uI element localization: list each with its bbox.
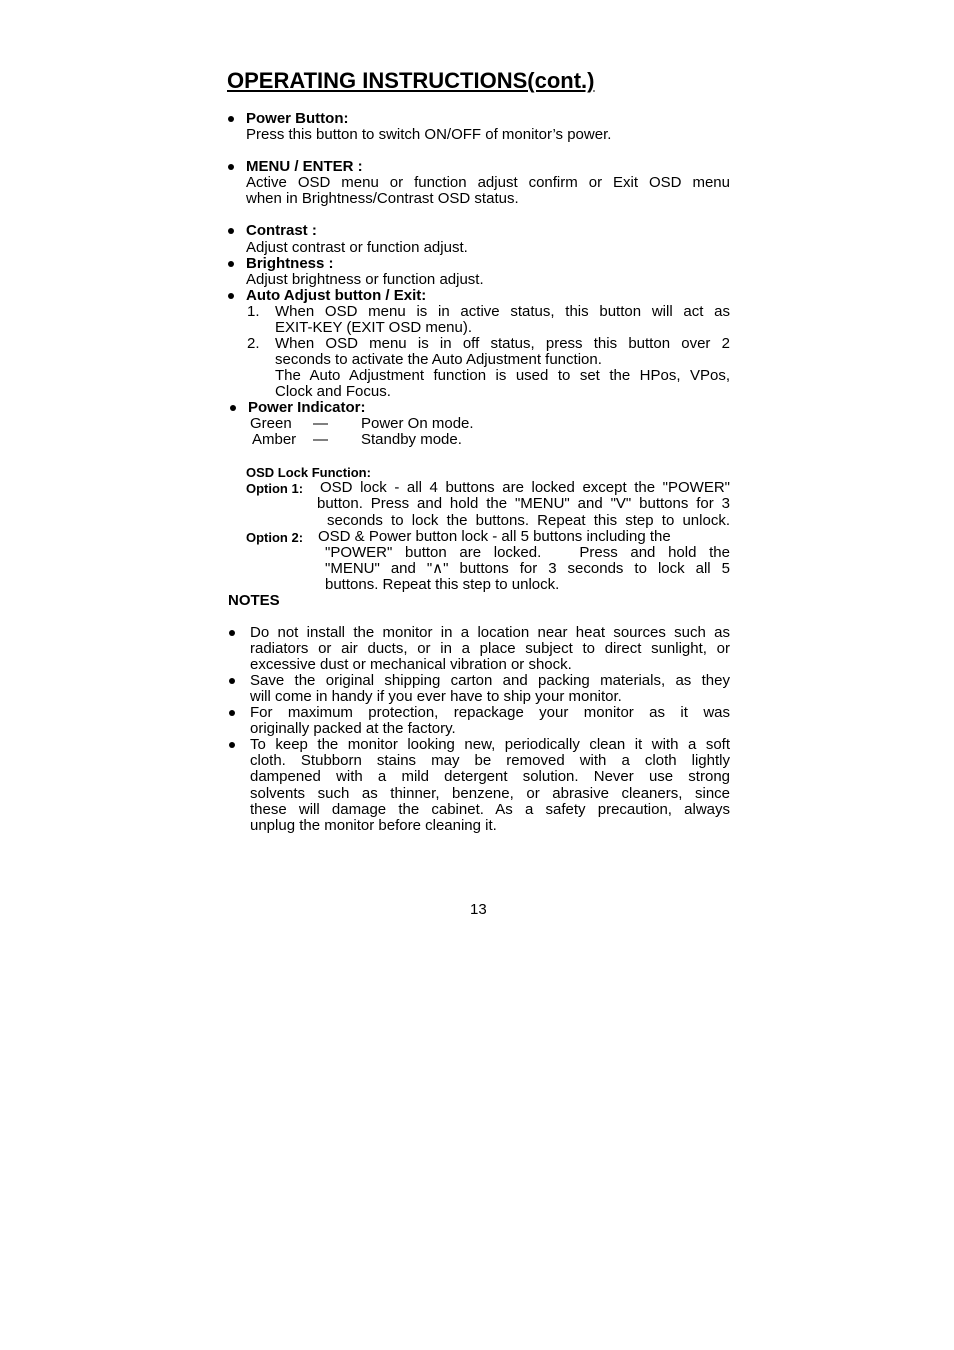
note-line: dampened with a mild detergent solution. Never use strong xyxy=(250,768,730,785)
indicator-dash: — xyxy=(313,431,328,448)
menu-enter-text-line: Active OSD menu or function adjust confirm or Exit OSD menu xyxy=(246,174,730,191)
bullet-icon xyxy=(228,293,234,299)
note-line: To keep the monitor looking new, periodically clean it with a soft xyxy=(250,736,730,753)
page-number: 13 xyxy=(470,901,487,918)
note-line: Do not install the monitor in a location near heat sources such as xyxy=(250,624,730,641)
osd-lock-heading: OSD Lock Function: xyxy=(246,465,371,480)
option-label: Option 2: xyxy=(246,530,304,545)
bullet-icon xyxy=(228,261,234,267)
note-line: solvents such as thinner, benzene, or abrasive cleaners, since xyxy=(250,785,730,802)
page-title: OPERATING INSTRUCTIONS(cont.) xyxy=(227,68,595,93)
option-label: Option 1: xyxy=(246,481,304,496)
auto-adjust-item-line: When OSD menu is in off status, press this button over 2 xyxy=(275,335,730,352)
bullet-icon xyxy=(228,228,234,234)
note-line: will come in handy if you ever have to ship your monitor. xyxy=(250,688,622,705)
bullet-icon xyxy=(229,678,235,684)
bullet-icon xyxy=(229,710,235,716)
bullet-icon xyxy=(228,116,234,122)
indicator-mode: Standby mode. xyxy=(361,431,462,448)
indicator-color: Green xyxy=(250,415,292,432)
auto-adjust-item-number: 2. xyxy=(247,335,260,352)
auto-adjust-item-line: The Auto Adjustment function is used to set the HPos, VPos, xyxy=(275,367,730,384)
brightness-text: Adjust brightness or function adjust. xyxy=(246,271,484,288)
indicator-mode: Power On mode. xyxy=(361,415,474,432)
bullet-icon xyxy=(229,630,235,636)
option-line: "POWER" button are locked. Press and hold the xyxy=(325,544,730,561)
power-indicator-heading: Power Indicator: xyxy=(248,399,366,416)
menu-enter-heading: MENU / ENTER : xyxy=(246,158,363,175)
indicator-dash: — xyxy=(313,415,328,432)
note-line: originally packed at the factory. xyxy=(250,720,456,737)
option-line: seconds to lock the buttons. Repeat this step to unlock. xyxy=(327,512,730,529)
power-button-heading: Power Button: xyxy=(246,110,349,127)
contrast-text: Adjust contrast or function adjust. xyxy=(246,239,468,256)
auto-adjust-item-line: seconds to activate the Auto Adjustment function. xyxy=(275,351,602,368)
auto-adjust-item-number: 1. xyxy=(247,303,260,320)
option-line: OSD & Power button lock - all 5 buttons including the xyxy=(318,528,671,545)
note-line: Save the original shipping carton and packing materials, as they xyxy=(250,672,730,689)
auto-adjust-item-line: When OSD menu is in active status, this button will act as xyxy=(275,303,730,320)
note-line: radiators or air ducts, or in a place subject to direct sunlight, or xyxy=(250,640,730,657)
brightness-heading: Brightness : xyxy=(246,255,334,272)
option-line: OSD lock - all 4 buttons are locked except the "POWER" xyxy=(320,479,730,496)
menu-enter-text-line: when in Brightness/Contrast OSD status. xyxy=(246,190,519,207)
option-line: buttons. Repeat this step to unlock. xyxy=(325,576,560,593)
notes-heading: NOTES xyxy=(228,592,280,609)
note-line: these will damage the cabinet. As a safety precaution, always xyxy=(250,801,730,818)
note-line: cloth. Stubborn stains may be removed with a cloth lightly xyxy=(250,752,730,769)
bullet-icon xyxy=(229,742,235,748)
indicator-color: Amber xyxy=(252,431,297,448)
option-line: "MENU" and "∧" buttons for 3 seconds to lock all 5 xyxy=(325,560,730,577)
auto-adjust-item-line: EXIT-KEY (EXIT OSD menu). xyxy=(275,319,473,336)
auto-adjust-heading: Auto Adjust button / Exit: xyxy=(246,287,427,304)
option-line: button. Press and hold the "MENU" and "V" buttons for 3 xyxy=(317,495,730,512)
note-line: For maximum protection, repackage your monitor as it was xyxy=(250,704,730,721)
note-line: excessive dust or mechanical vibration or shock. xyxy=(250,656,572,673)
bullet-icon xyxy=(228,164,234,170)
power-button-text: Press this button to switch ON/OFF of monitor’s power. xyxy=(246,126,612,143)
contrast-heading: Contrast : xyxy=(246,222,317,239)
auto-adjust-item-line: Clock and Focus. xyxy=(275,383,391,400)
bullet-icon xyxy=(230,405,236,411)
note-line: unplug the monitor before cleaning it. xyxy=(250,817,497,834)
